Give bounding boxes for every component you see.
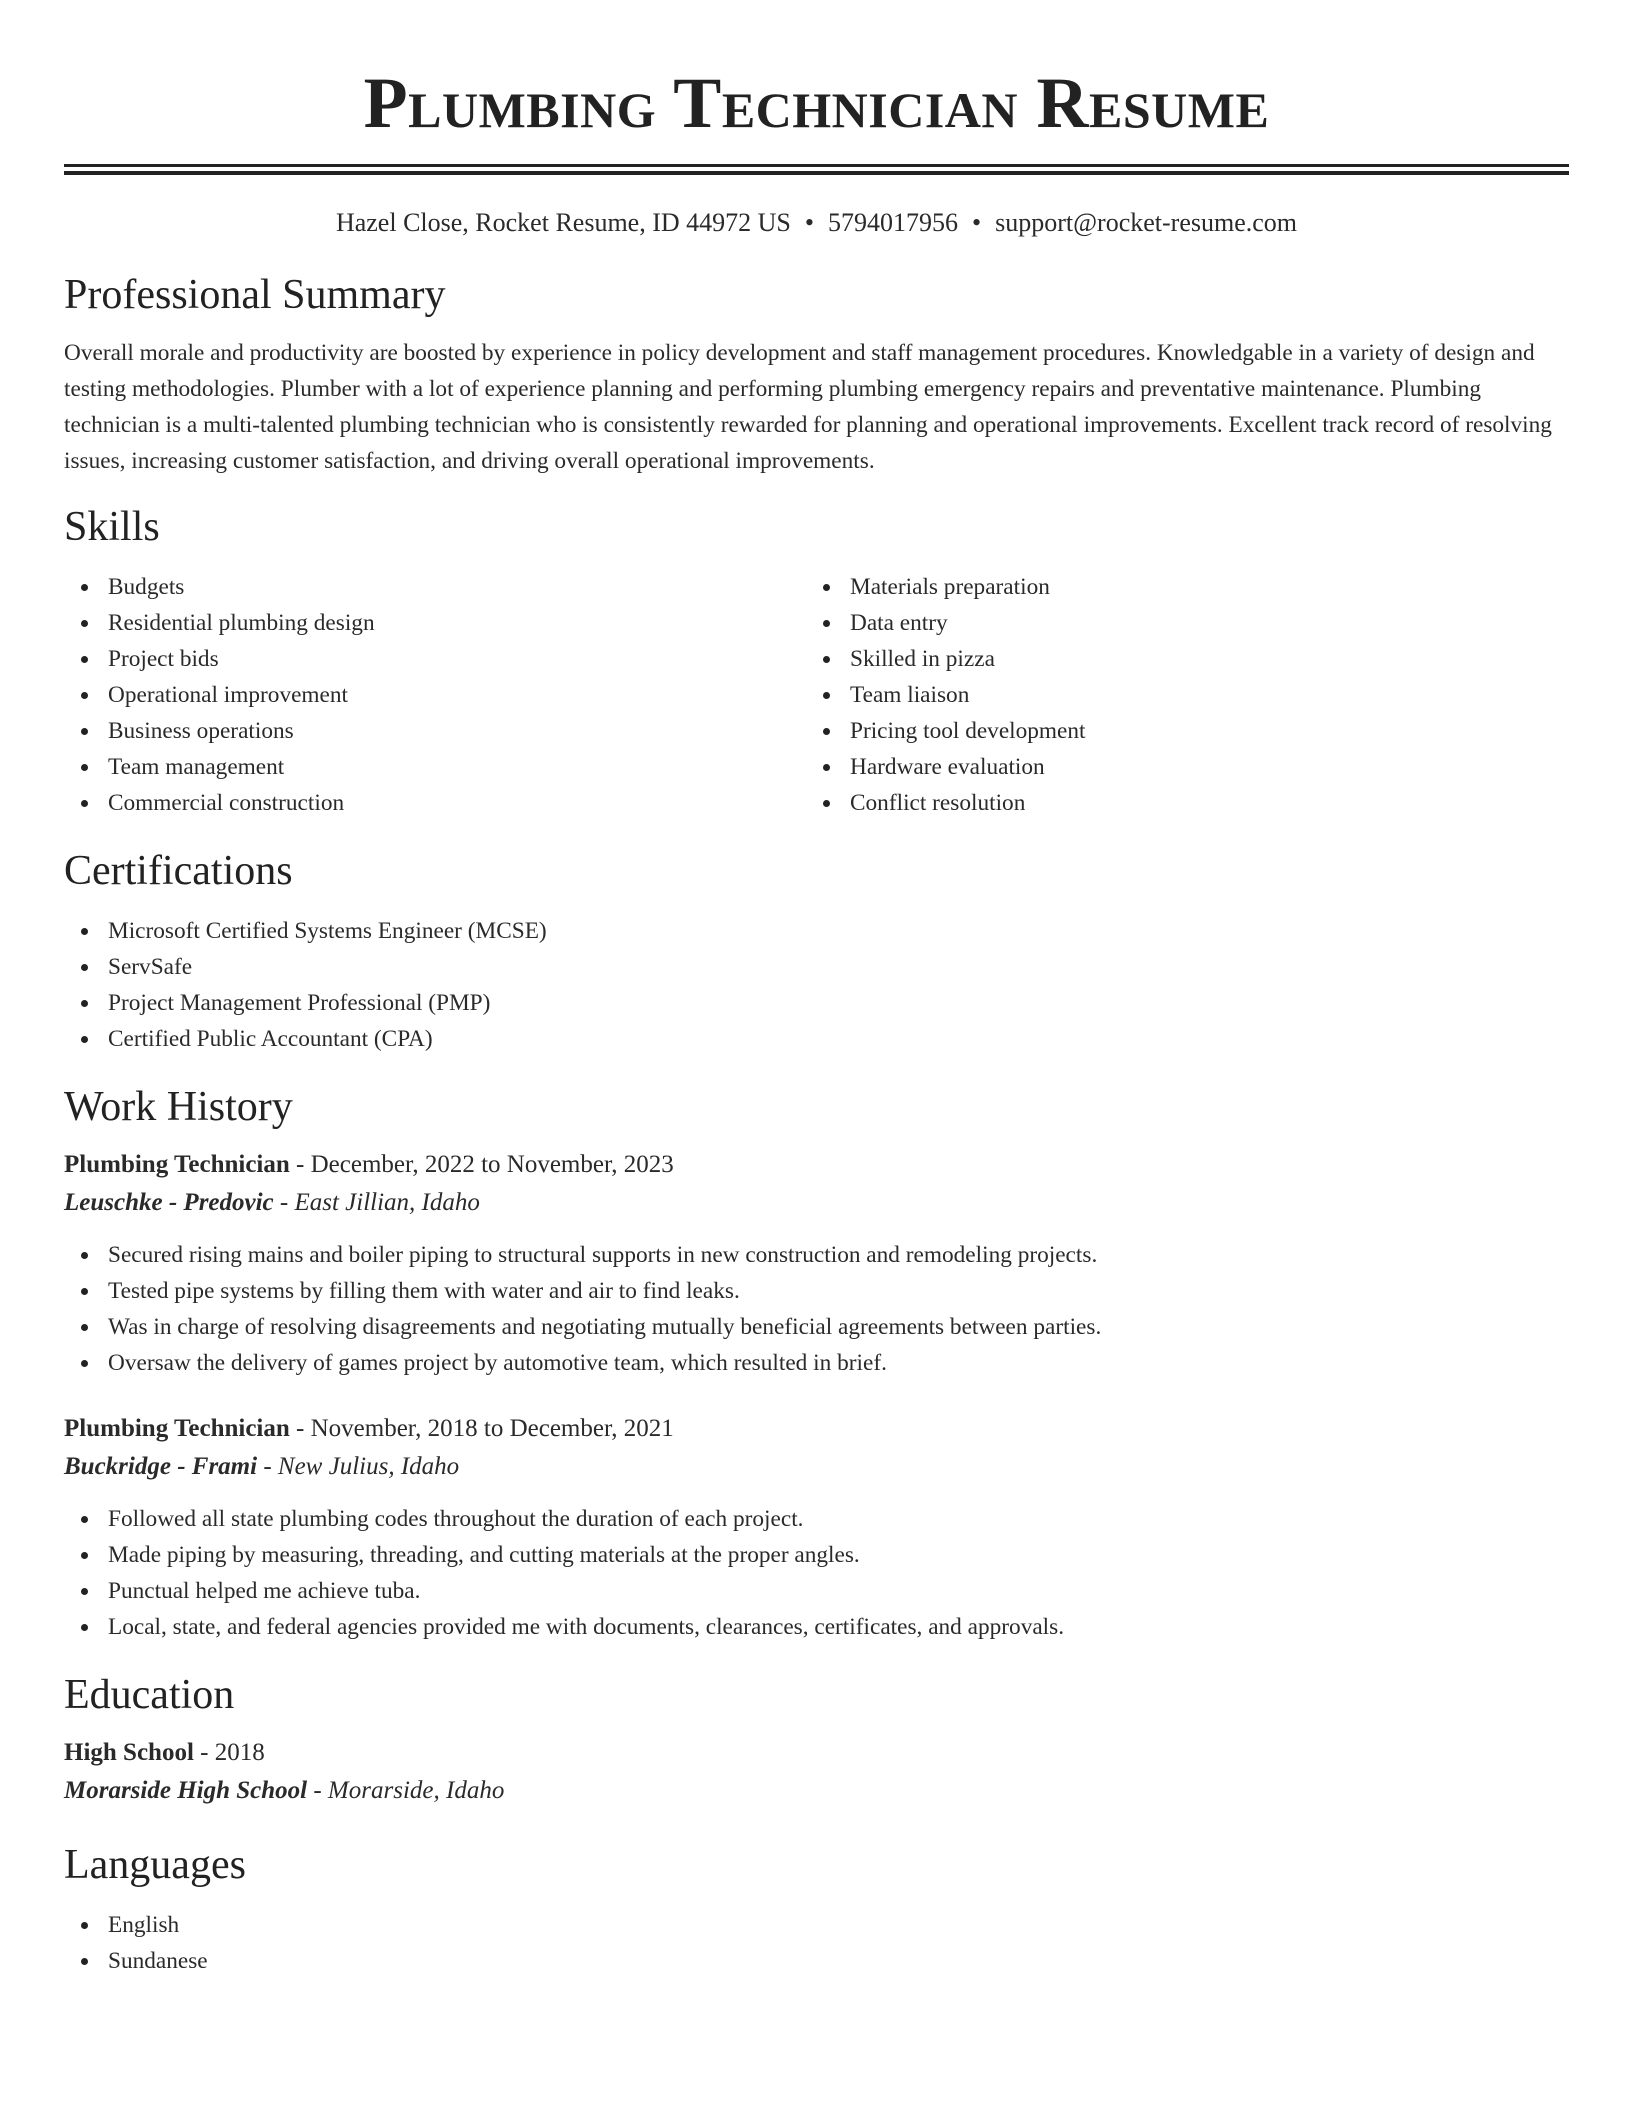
- job-bullet: Oversaw the delivery of games project by automotive team, which resulted in brief.: [64, 1345, 1569, 1381]
- skills-heading: Skills: [64, 504, 160, 550]
- job-bullet: Made piping by measuring, threading, and cutting materials at the proper angles.: [64, 1537, 1569, 1573]
- job-company-line: [64, 1449, 1569, 1485]
- education-degree: High School: [64, 1739, 194, 1766]
- work-history-section: [64, 1081, 1569, 1645]
- skill-item: Team liaison: [806, 677, 1548, 713]
- job-location: - East Jillian, Idaho: [273, 1189, 480, 1216]
- job-bullet: Was in charge of resolving disagreements and negotiating mutually beneficial agreements between parties.: [64, 1309, 1569, 1345]
- certifications-section: [64, 845, 1569, 1057]
- job-bullet: Local, state, and federal agencies provided me with documents, clearances, certificates, and approvals.: [64, 1609, 1569, 1645]
- languages-heading: Languages: [64, 1842, 246, 1888]
- skill-item: Conflict resolution: [806, 785, 1548, 821]
- education-entry: [64, 1735, 1569, 1809]
- contact-address: Hazel Close, Rocket Resume, ID 44972 US: [335, 208, 791, 237]
- skills-section: [64, 501, 1569, 821]
- resume-title: Plumbing Technician Resume: [363, 63, 1270, 143]
- job-role: Plumbing Technician: [64, 1415, 290, 1442]
- job-entry: [64, 1147, 1569, 1381]
- skill-item: Materials preparation: [806, 569, 1548, 605]
- skill-item: Commercial construction: [64, 785, 806, 821]
- language-item: Sundanese: [64, 1943, 1569, 1979]
- skills-list-right: [806, 569, 1548, 821]
- job-bullets: [64, 1501, 1569, 1645]
- summary-text: Overall morale and productivity are boosted by experience in policy development and staff management procedures. Knowledgable in a variety of design and testing methodologies. Plumber with a lot of experience planning and performing plumbing emergency repairs and preventative maintenance. Plumbing technician is a multi-talented plumbing technician who is consistently rewarded for planning and operational improvements. Excellent track record of resolving issues, increasing customer satisfaction, and driving overall operational improvements.: [64, 340, 1552, 474]
- contact-separator: •: [804, 208, 814, 237]
- job-dates: - December, 2022 to November, 2023: [289, 1151, 674, 1178]
- skill-item: Operational improvement: [64, 677, 806, 713]
- job-title-line: [64, 1411, 1569, 1447]
- education-school-line: [64, 1773, 1569, 1809]
- job-bullet: Followed all state plumbing codes throughout the duration of each project.: [64, 1501, 1569, 1537]
- skill-item: Skilled in pizza: [806, 641, 1548, 677]
- skill-item: Hardware evaluation: [806, 749, 1548, 785]
- job-bullet: Punctual helped me achieve tuba.: [64, 1573, 1569, 1609]
- work-history-heading: Work History: [64, 1084, 293, 1130]
- education-section: [64, 1669, 1569, 1809]
- languages-list: [64, 1907, 1569, 1979]
- skill-item: Project bids: [64, 641, 806, 677]
- certifications-list: [64, 913, 1569, 1057]
- skill-item: Residential plumbing design: [64, 605, 806, 641]
- certification-item: Project Management Professional (PMP): [64, 985, 1569, 1021]
- job-bullet: Tested pipe systems by filling them with water and air to find leaks.: [64, 1273, 1569, 1309]
- job-title-line: [64, 1147, 1569, 1183]
- job-dates: - November, 2018 to December, 2021: [289, 1415, 674, 1442]
- skills-list-left: [64, 569, 806, 821]
- job-role: Plumbing Technician: [64, 1151, 290, 1178]
- skills-grid: [64, 569, 1569, 821]
- contact-email: support@rocket-resume.com: [995, 208, 1298, 237]
- summary-section: [64, 269, 1569, 479]
- job-entry: [64, 1411, 1569, 1645]
- certification-item: Certified Public Accountant (CPA): [64, 1021, 1569, 1057]
- contact-line: [64, 207, 1569, 239]
- skill-item: Pricing tool development: [806, 713, 1548, 749]
- job-company: Buckridge - Frami: [64, 1453, 258, 1480]
- skill-item: Business operations: [64, 713, 806, 749]
- title-double-rule: [64, 164, 1569, 175]
- summary-heading: Professional Summary: [64, 272, 446, 318]
- skill-item: Budgets: [64, 569, 806, 605]
- skill-item: Team management: [64, 749, 806, 785]
- education-school: Morarside High School: [64, 1777, 308, 1804]
- certification-item: ServSafe: [64, 949, 1569, 985]
- certifications-heading: Certifications: [64, 848, 293, 894]
- job-bullet: Secured rising mains and boiler piping to structural supports in new construction and remodeling projects.: [64, 1237, 1569, 1273]
- job-company-line: [64, 1185, 1569, 1221]
- education-year: - 2018: [193, 1739, 265, 1766]
- skill-item: Data entry: [806, 605, 1548, 641]
- education-location: - Morarside, Idaho: [307, 1777, 505, 1804]
- contact-phone: 5794017956: [828, 208, 958, 237]
- job-location: - New Julius, Idaho: [257, 1453, 460, 1480]
- job-bullets: [64, 1237, 1569, 1381]
- education-degree-line: [64, 1735, 1569, 1771]
- languages-section: [64, 1839, 1569, 1979]
- education-heading: Education: [64, 1672, 235, 1718]
- language-item: English: [64, 1907, 1569, 1943]
- job-company: Leuschke - Predovic: [64, 1189, 274, 1216]
- certification-item: Microsoft Certified Systems Engineer (MCSE): [64, 913, 1569, 949]
- contact-separator: •: [972, 208, 982, 237]
